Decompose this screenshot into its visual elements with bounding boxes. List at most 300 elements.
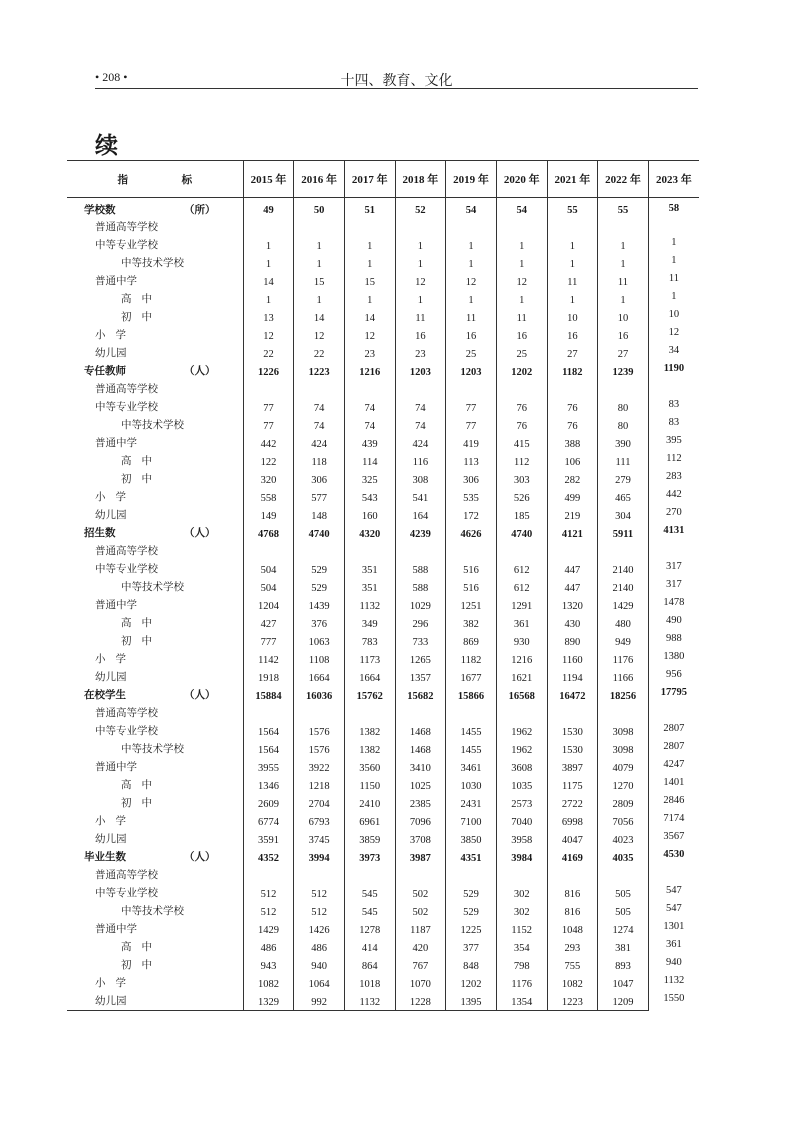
value-cell: 2704 [294,794,345,812]
table-row [67,722,699,740]
value-cell: 526 [496,488,547,506]
value-cell: 50 [294,198,345,219]
value-cell: 76 [547,416,598,434]
value-cell: 302 [496,902,547,920]
value-cell: 25 [496,344,547,362]
value-cell: 465 [598,488,649,506]
value-cell: 4079 [598,758,649,776]
value-cell: 588 [395,560,446,578]
row-label: 普通中学 [95,275,137,287]
year-header: 2018 年 [395,161,446,198]
indicator-header-b: 标 [181,173,193,186]
value-cell: 940 [648,956,699,974]
value-cell: 23 [344,344,395,362]
value-cell: 547 [648,884,699,902]
value-cell: 940 [294,956,345,974]
value-cell: 1357 [395,668,446,686]
value-cell: 77 [243,416,294,434]
value-cell: 1216 [344,362,395,380]
value-cell: 505 [598,884,649,902]
value-cell: 1962 [496,722,547,740]
table-row [67,668,699,686]
value-cell: 1 [648,254,699,272]
row-label-cell [67,632,243,650]
value-cell: 58 [648,198,699,219]
value-cell: 15884 [243,686,294,704]
table-row [67,740,699,758]
row-label-cell [67,956,243,974]
row-unit: （人） [184,527,216,539]
value-cell: 1429 [598,596,649,614]
value-cell: 1132 [344,596,395,614]
value-cell: 1 [547,290,598,308]
value-cell: 12 [344,326,395,344]
value-cell [598,704,649,722]
value-cell: 11 [496,308,547,326]
value-cell: 354 [496,938,547,956]
value-cell: 430 [547,614,598,632]
value-cell: 1176 [598,650,649,668]
value-cell: 80 [598,398,649,416]
value-cell: 419 [446,434,497,452]
table-row [67,524,699,542]
value-cell: 112 [496,452,547,470]
value-cell: 512 [243,902,294,920]
table-row [67,704,699,722]
table-row [67,884,699,902]
row-unit: （人） [184,851,216,863]
value-cell: 148 [294,506,345,524]
value-cell: 22 [243,344,294,362]
value-cell: 74 [294,398,345,416]
table-row [67,542,699,560]
value-cell: 351 [344,578,395,596]
row-unit: （人） [184,689,216,701]
value-cell: 1346 [243,776,294,794]
row-label: 中等专业学校 [95,887,158,899]
year-header: 2016 年 [294,161,345,198]
value-cell: 1166 [598,668,649,686]
table-row [67,198,699,219]
value-cell: 1 [446,254,497,272]
row-label: 幼儿园 [95,509,127,521]
value-cell: 1132 [648,974,699,992]
value-cell [344,380,395,398]
value-cell: 1439 [294,596,345,614]
row-label: 中等专业学校 [95,725,158,737]
value-cell: 2431 [446,794,497,812]
value-cell: 1 [243,236,294,254]
row-label-cell [67,254,243,272]
value-cell: 783 [344,632,395,650]
table-row [67,992,699,1011]
value-cell: 1 [294,254,345,272]
row-label: 高中 [121,779,162,791]
value-cell: 14 [294,308,345,326]
value-cell: 15682 [395,686,446,704]
value-cell: 304 [598,506,649,524]
value-cell: 219 [547,506,598,524]
value-cell [446,704,497,722]
header-row [67,161,699,198]
value-cell: 1530 [547,740,598,758]
value-cell: 1478 [648,596,699,614]
value-cell: 1 [598,290,649,308]
table-row [67,344,699,362]
value-cell: 1 [344,236,395,254]
value-cell: 14 [344,308,395,326]
value-cell [648,704,699,722]
value-cell: 283 [648,470,699,488]
value-cell: 502 [395,884,446,902]
value-cell: 1468 [395,740,446,758]
value-cell: 114 [344,452,395,470]
row-unit: （人） [184,365,216,377]
value-cell: 1576 [294,722,345,740]
value-cell: 1 [648,290,699,308]
value-cell: 185 [496,506,547,524]
value-cell: 83 [648,398,699,416]
value-cell: 2609 [243,794,294,812]
value-cell: 320 [243,470,294,488]
table-row [67,758,699,776]
table-row [67,686,699,704]
value-cell: 361 [648,938,699,956]
value-cell: 1223 [547,992,598,1011]
value-cell: 1382 [344,740,395,758]
value-cell: 395 [648,434,699,452]
value-cell: 480 [598,614,649,632]
value-cell: 3897 [547,758,598,776]
value-cell: 1 [344,290,395,308]
value-cell: 1 [243,290,294,308]
table-row [67,236,699,254]
value-cell: 12 [294,326,345,344]
value-cell [496,380,547,398]
year-header: 2021 年 [547,161,598,198]
value-cell: 1048 [547,920,598,938]
value-cell: 2385 [395,794,446,812]
value-cell: 447 [547,560,598,578]
row-label-cell [67,362,243,380]
value-cell: 172 [446,506,497,524]
row-label: 学校数 [84,204,116,216]
table-row [67,848,699,866]
row-label-cell [67,308,243,326]
value-cell: 558 [243,488,294,506]
table-row [67,380,699,398]
row-label-cell [67,506,243,524]
value-cell: 15762 [344,686,395,704]
table-row [67,794,699,812]
value-cell: 7056 [598,812,649,830]
value-cell: 529 [294,578,345,596]
value-cell: 1225 [446,920,497,938]
value-cell [395,218,446,236]
value-cell: 3745 [294,830,345,848]
value-cell: 1064 [294,974,345,992]
value-cell: 2809 [598,794,649,812]
value-cell: 414 [344,938,395,956]
row-label-cell [67,524,243,542]
value-cell: 486 [294,938,345,956]
value-cell: 1 [294,290,345,308]
row-label: 初中 [121,959,162,971]
table-row [67,272,699,290]
value-cell: 486 [243,938,294,956]
value-cell [547,866,598,884]
value-cell: 302 [496,884,547,902]
value-cell: 1 [547,236,598,254]
value-cell [496,542,547,560]
value-cell: 15 [294,272,345,290]
value-cell: 1 [496,290,547,308]
value-cell: 1175 [547,776,598,794]
value-cell: 17795 [648,686,699,704]
value-cell: 381 [598,938,649,956]
value-cell: 6998 [547,812,598,830]
value-cell: 16036 [294,686,345,704]
value-cell: 11 [648,272,699,290]
value-cell: 106 [547,452,598,470]
value-cell: 1 [598,236,649,254]
chapter-title: 十四、教育、文化 [340,73,453,89]
value-cell: 1380 [648,650,699,668]
table-row [67,326,699,344]
value-cell: 1251 [446,596,497,614]
value-cell: 149 [243,506,294,524]
value-cell: 1677 [446,668,497,686]
row-label: 高中 [121,455,162,467]
row-label-cell [67,380,243,398]
value-cell: 1182 [446,650,497,668]
value-cell: 111 [598,452,649,470]
value-cell: 1550 [648,992,699,1011]
value-cell: 11 [547,272,598,290]
value-cell: 869 [446,632,497,650]
value-cell: 77 [243,398,294,416]
value-cell: 12 [446,272,497,290]
value-cell [344,218,395,236]
table-row [67,560,699,578]
value-cell: 1 [496,254,547,272]
value-cell: 388 [547,434,598,452]
value-cell: 1029 [395,596,446,614]
value-cell: 74 [344,416,395,434]
row-label: 中等技术学校 [121,743,184,755]
value-cell: 3984 [496,848,547,866]
table-row [67,488,699,506]
row-label: 普通中学 [95,599,137,611]
value-cell: 1176 [496,974,547,992]
value-cell: 317 [648,578,699,596]
value-cell: 112 [648,452,699,470]
row-label-cell [67,884,243,902]
value-cell [344,704,395,722]
row-label-cell [67,920,243,938]
value-cell: 4121 [547,524,598,542]
value-cell: 505 [598,902,649,920]
year-header: 2023 年 [648,161,699,198]
value-cell [648,866,699,884]
table-row [67,434,699,452]
value-cell: 2140 [598,578,649,596]
row-label-cell [67,218,243,236]
row-label: 中等专业学校 [95,239,158,251]
value-cell: 1194 [547,668,598,686]
value-cell: 122 [243,452,294,470]
value-cell: 424 [294,434,345,452]
value-cell: 612 [496,560,547,578]
value-cell: 23 [395,344,446,362]
value-cell: 3958 [496,830,547,848]
value-cell: 74 [395,398,446,416]
value-cell: 1468 [395,722,446,740]
row-label-cell [67,758,243,776]
table-row [67,866,699,884]
row-label: 普通高等学校 [95,545,158,557]
value-cell: 1082 [547,974,598,992]
value-cell: 4626 [446,524,497,542]
row-unit: （所） [184,204,216,216]
value-cell: 18256 [598,686,649,704]
row-label: 幼儿园 [95,347,127,359]
page-number: • 208 • [95,70,128,84]
value-cell: 798 [496,956,547,974]
row-label-cell [67,416,243,434]
value-cell: 1190 [648,362,699,380]
year-header: 2020 年 [496,161,547,198]
value-cell: 1223 [294,362,345,380]
row-label-cell [67,614,243,632]
value-cell: 116 [395,452,446,470]
value-cell: 1320 [547,596,598,614]
row-label: 普通高等学校 [95,221,158,233]
value-cell: 1664 [344,668,395,686]
table-row [67,596,699,614]
value-cell: 55 [547,198,598,219]
value-cell: 547 [648,902,699,920]
row-label: 初中 [121,473,162,485]
row-label: 小学 [95,653,136,665]
value-cell: 4131 [648,524,699,542]
value-cell [598,380,649,398]
value-cell: 16 [496,326,547,344]
value-cell: 4035 [598,848,649,866]
value-cell: 545 [344,884,395,902]
value-cell: 3987 [395,848,446,866]
value-cell: 11 [446,308,497,326]
value-cell: 1018 [344,974,395,992]
value-cell: 3859 [344,830,395,848]
value-cell: 3591 [243,830,294,848]
value-cell: 306 [294,470,345,488]
value-cell: 325 [344,470,395,488]
row-label-cell [67,686,243,704]
page-header [95,70,698,89]
value-cell: 956 [648,668,699,686]
value-cell: 7096 [395,812,446,830]
value-cell: 1395 [446,992,497,1011]
table-row [67,974,699,992]
value-cell: 15 [344,272,395,290]
row-label-cell [67,452,243,470]
value-cell: 4352 [243,848,294,866]
row-label: 小学 [95,977,136,989]
value-cell: 1142 [243,650,294,668]
value-cell: 1 [243,254,294,272]
value-cell: 529 [446,884,497,902]
value-cell: 504 [243,578,294,596]
value-cell: 1278 [344,920,395,938]
value-cell: 1329 [243,992,294,1011]
table-row [67,254,699,272]
row-label-cell [67,776,243,794]
value-cell: 529 [294,560,345,578]
value-cell: 767 [395,956,446,974]
value-cell: 1426 [294,920,345,938]
value-cell: 545 [344,902,395,920]
value-cell: 890 [547,632,598,650]
row-label: 普通高等学校 [95,869,158,881]
value-cell: 502 [395,902,446,920]
value-cell: 376 [294,614,345,632]
value-cell: 1202 [446,974,497,992]
value-cell: 6774 [243,812,294,830]
row-label-cell [67,866,243,884]
year-header: 2017 年 [344,161,395,198]
value-cell [243,542,294,560]
value-cell: 1 [446,236,497,254]
value-cell: 27 [598,344,649,362]
value-cell [243,704,294,722]
row-label: 初中 [121,635,162,647]
value-cell [648,542,699,560]
row-label-cell [67,722,243,740]
value-cell [243,218,294,236]
value-cell [344,866,395,884]
row-label-cell [67,542,243,560]
value-cell: 1025 [395,776,446,794]
value-cell: 4768 [243,524,294,542]
value-cell: 4530 [648,848,699,866]
value-cell: 349 [344,614,395,632]
row-label-cell [67,938,243,956]
value-cell: 1401 [648,776,699,794]
value-cell: 427 [243,614,294,632]
row-label-cell [67,902,243,920]
value-cell: 74 [395,416,446,434]
value-cell [496,218,547,236]
value-cell: 893 [598,956,649,974]
value-cell: 296 [395,614,446,632]
value-cell: 5911 [598,524,649,542]
row-label: 小学 [95,329,136,341]
value-cell: 16 [547,326,598,344]
table-row [67,776,699,794]
value-cell: 2140 [598,560,649,578]
value-cell: 1035 [496,776,547,794]
value-cell: 588 [395,578,446,596]
value-cell: 4351 [446,848,497,866]
value-cell: 1 [395,290,446,308]
value-cell [547,704,598,722]
value-cell: 164 [395,506,446,524]
value-cell [395,380,446,398]
value-cell: 4740 [496,524,547,542]
table-row [67,650,699,668]
value-cell: 77 [446,416,497,434]
